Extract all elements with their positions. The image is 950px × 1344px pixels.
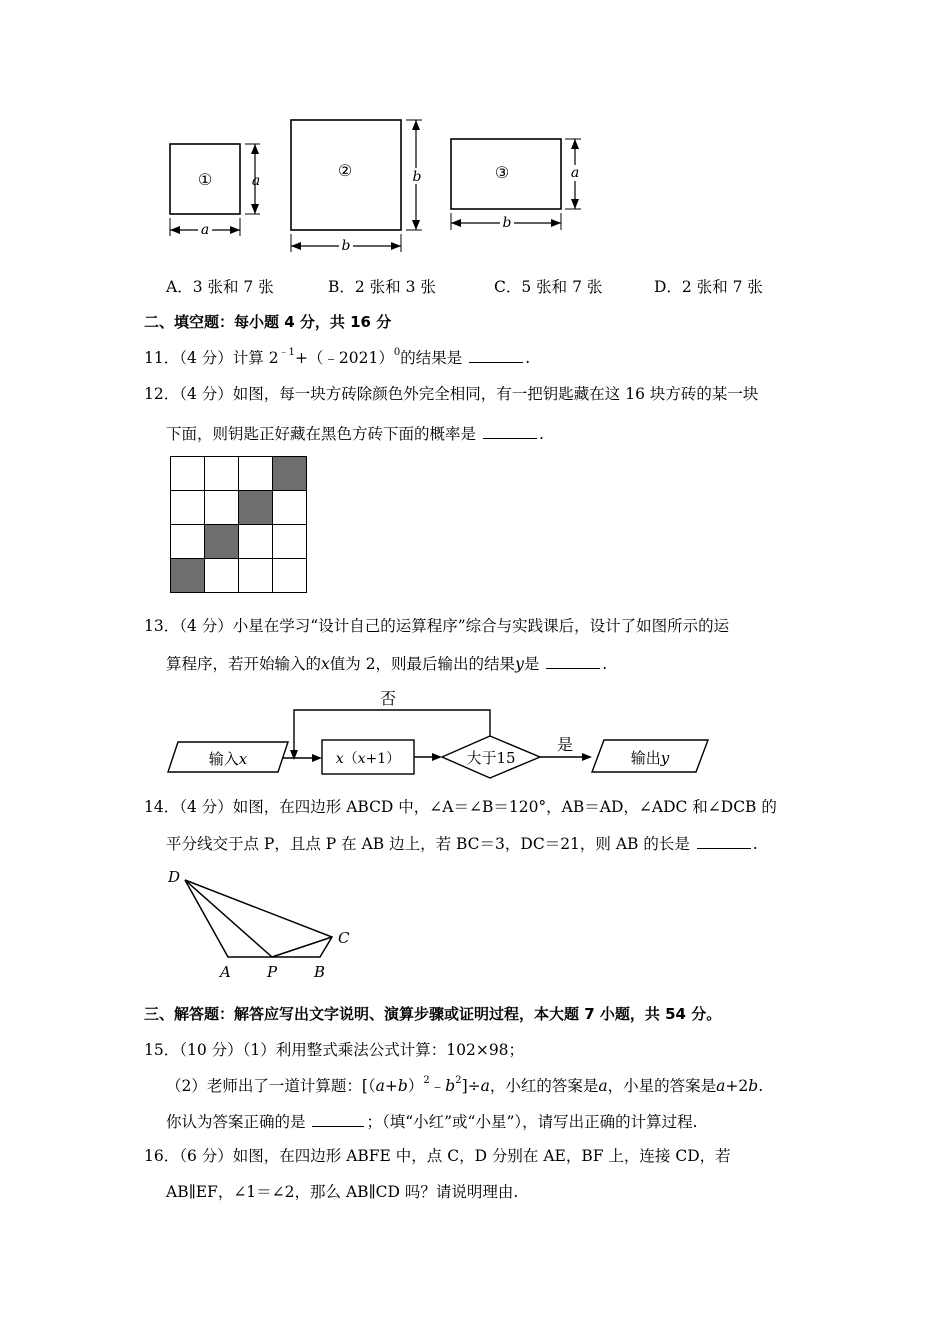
rect3-side-a: a: [570, 165, 580, 181]
tile: [171, 525, 205, 559]
q15-line1: （10 分）（1）利用整式乘法公式计算：102×98；: [179, 1041, 525, 1059]
question-15-line-3: [166, 1112, 698, 1132]
q15-number: 15．: [144, 1041, 180, 1059]
question-16-line-2: [166, 1182, 518, 1202]
q16-line1: （6 分）如图，在四边形 ABFE 中，点 C，D 分别在 AE，BF 上，连接 CD，若: [179, 1147, 731, 1165]
point-d-label: D: [168, 868, 181, 886]
q15-sup2: 2: [455, 1075, 462, 1086]
rect3-label: ③: [494, 163, 510, 182]
rect1-side-a: a: [251, 173, 261, 189]
point-a-label: A: [220, 963, 231, 981]
point-c-label: C: [338, 929, 350, 947]
dark-tile: [273, 457, 307, 491]
tile: [239, 559, 273, 593]
q11-number: 11．: [144, 349, 180, 367]
point-b-label: B: [314, 963, 326, 981]
q15-sup: 2: [423, 1075, 430, 1086]
q13-var-x: x: [321, 655, 330, 673]
rect2-bottom-b: b: [341, 238, 351, 254]
rect2-side-b: b: [412, 169, 422, 185]
grid-row: [171, 559, 307, 593]
tile: [171, 457, 205, 491]
flow-process-paren: （: [343, 751, 358, 767]
question-15-line-1: [144, 1040, 524, 1060]
question-13-line-2: [166, 654, 607, 674]
q15-var-a2: a: [480, 1077, 490, 1095]
dark-tile: [239, 491, 273, 525]
svg-text:输入x: [209, 750, 248, 768]
q13-line1: （4 分）小星在学习“设计自己的运算程序”综合与实践课后，设计了如图所示的运: [179, 617, 730, 635]
q15-dot: .: [758, 1077, 764, 1095]
flow-process-x2: x: [357, 751, 366, 767]
flow-decision-label: 大于15: [466, 749, 516, 767]
q12-end: .: [538, 425, 544, 443]
rect1-label: ①: [197, 170, 213, 189]
q12-answer-blank[interactable]: [483, 425, 537, 439]
q11-end: .: [525, 349, 531, 367]
q15-line3-a: 你认为答案正确的是: [166, 1113, 306, 1131]
q14-line1: （4 分）如图，在四边形 ABCD 中，∠A＝∠B＝120°，AB＝AD，∠ADC 和∠DCB 的: [179, 798, 777, 816]
q10-figure: [160, 110, 600, 260]
tile-grid: [170, 456, 307, 593]
q15-div: ]÷: [461, 1077, 481, 1095]
section-3-heading: 三、解答题：解答应写出文字说明、演算步骤或证明过程，本大题 7 小题，共 54 分。: [144, 1005, 722, 1023]
question-14-line-1: [144, 797, 777, 817]
q15-var-a3: a: [598, 1077, 608, 1095]
q13-line2-b: 值为 2，则最后输出的结果: [329, 655, 516, 673]
q15-var-a: a: [375, 1077, 385, 1095]
q15-var-b3: b: [748, 1077, 759, 1095]
q14-line2: 平分线交于点 P，且点 P 在 AB 边上，若 BC＝3，DC＝21，则 AB 的长是: [166, 835, 690, 853]
question-14-line-2: [166, 834, 758, 854]
question-16-line-1: [144, 1146, 731, 1166]
q15-plus2: +2: [725, 1077, 749, 1095]
q15-var-b: b: [397, 1077, 408, 1095]
flow-input-var: x: [238, 750, 248, 768]
q12-number: 12．: [144, 385, 180, 403]
q16-number: 16．: [144, 1147, 180, 1165]
q11-exponent-2: 0: [393, 347, 401, 358]
q15-var-a4: a: [716, 1077, 726, 1095]
rect1-bottom-a: a: [200, 222, 210, 238]
q10-option-a: A．3 张和 7 张: [166, 278, 274, 296]
flow-output-label: 输出: [630, 749, 661, 767]
grid-row: [171, 525, 307, 559]
q14-figure: [160, 862, 370, 987]
q15-xiaohong: ，小红的答案是: [489, 1077, 599, 1095]
question-13-line-1: [144, 616, 729, 636]
q16-line2: AB∥EF，∠1＝∠2，那么 AB∥CD 吗？请说明理由.: [166, 1183, 519, 1201]
tile: [205, 491, 239, 525]
rect2-label: ②: [337, 161, 353, 180]
flow-no-label: 否: [379, 689, 397, 708]
q12-line2: 下面，则钥匙正好藏在黑色方砖下面的概率是: [166, 425, 477, 443]
flow-yes-label: 是: [556, 735, 574, 754]
dark-tile: [171, 559, 205, 593]
q13-answer-blank[interactable]: [546, 655, 600, 669]
tile: [171, 491, 205, 525]
q15-answer-blank[interactable]: [312, 1113, 364, 1127]
q10-option-c: C．5 张和 7 张: [494, 278, 603, 296]
q13-var-y: y: [515, 655, 524, 673]
q11-answer-blank[interactable]: [469, 349, 523, 363]
q11-text-post: 的结果是: [400, 349, 463, 367]
grid-row: [171, 457, 307, 491]
flow-input-label: 输入: [208, 750, 239, 768]
q13-line2-c: 是: [523, 655, 540, 673]
section-2-heading: 二、填空题：每小题 4 分，共 16 分: [144, 313, 392, 331]
svg-text:x（x+1）: [336, 751, 400, 767]
tile: [273, 559, 307, 593]
q14-number: 14．: [144, 798, 180, 816]
q15-l2a: （2）老师出了一道计算题：[（: [166, 1077, 376, 1095]
tile: [273, 525, 307, 559]
tile: [239, 525, 273, 559]
q15-line3-b: ；（填“小红”或“小星”），请写出正确的计算过程.: [366, 1113, 698, 1131]
q15-paren: ）: [407, 1077, 424, 1095]
tile: [205, 559, 239, 593]
tile: [239, 457, 273, 491]
svg-text:输出y: [631, 749, 670, 767]
tile: [205, 457, 239, 491]
question-12-line-2: [166, 424, 544, 444]
q11-text-pre: （4 分）计算 2: [179, 349, 279, 367]
q15-xiaoxing: ，小星的答案是: [607, 1077, 717, 1095]
q14-end: .: [752, 835, 758, 853]
q10-option-b: B．2 张和 3 张: [328, 278, 436, 296]
question-11: [144, 348, 530, 368]
q14-answer-blank[interactable]: [697, 835, 751, 849]
flow-process-x: x: [335, 751, 344, 767]
q13-flowchart: [160, 682, 720, 782]
dark-tile: [205, 525, 239, 559]
point-p-label: P: [267, 963, 278, 981]
tile: [273, 491, 307, 525]
q13-end: .: [602, 655, 608, 673]
question-12-line-1: [144, 384, 758, 404]
q13-number: 13．: [144, 617, 180, 635]
q15-minus: ﹣: [429, 1077, 446, 1095]
q15-plus: +: [384, 1077, 398, 1095]
q13-line2-a: 算程序，若开始输入的: [166, 655, 322, 673]
q15-var-b2: b: [445, 1077, 456, 1095]
grid-row: [171, 491, 307, 525]
q12-line1: （4 分）如图，每一块方砖除颜色外完全相同，有一把钥匙藏在这 16 块方砖的某一块: [179, 385, 759, 403]
q11-text-mid: +（﹣2021）: [294, 349, 394, 367]
flow-output-var: y: [660, 749, 670, 767]
q11-exponent-1: ﹣1: [278, 347, 295, 358]
flow-process-tail: +1）: [365, 751, 401, 767]
q10-option-d: D．2 张和 7 张: [654, 278, 763, 296]
rect3-bottom-b: b: [502, 215, 512, 231]
question-15-line-2: [166, 1076, 763, 1096]
